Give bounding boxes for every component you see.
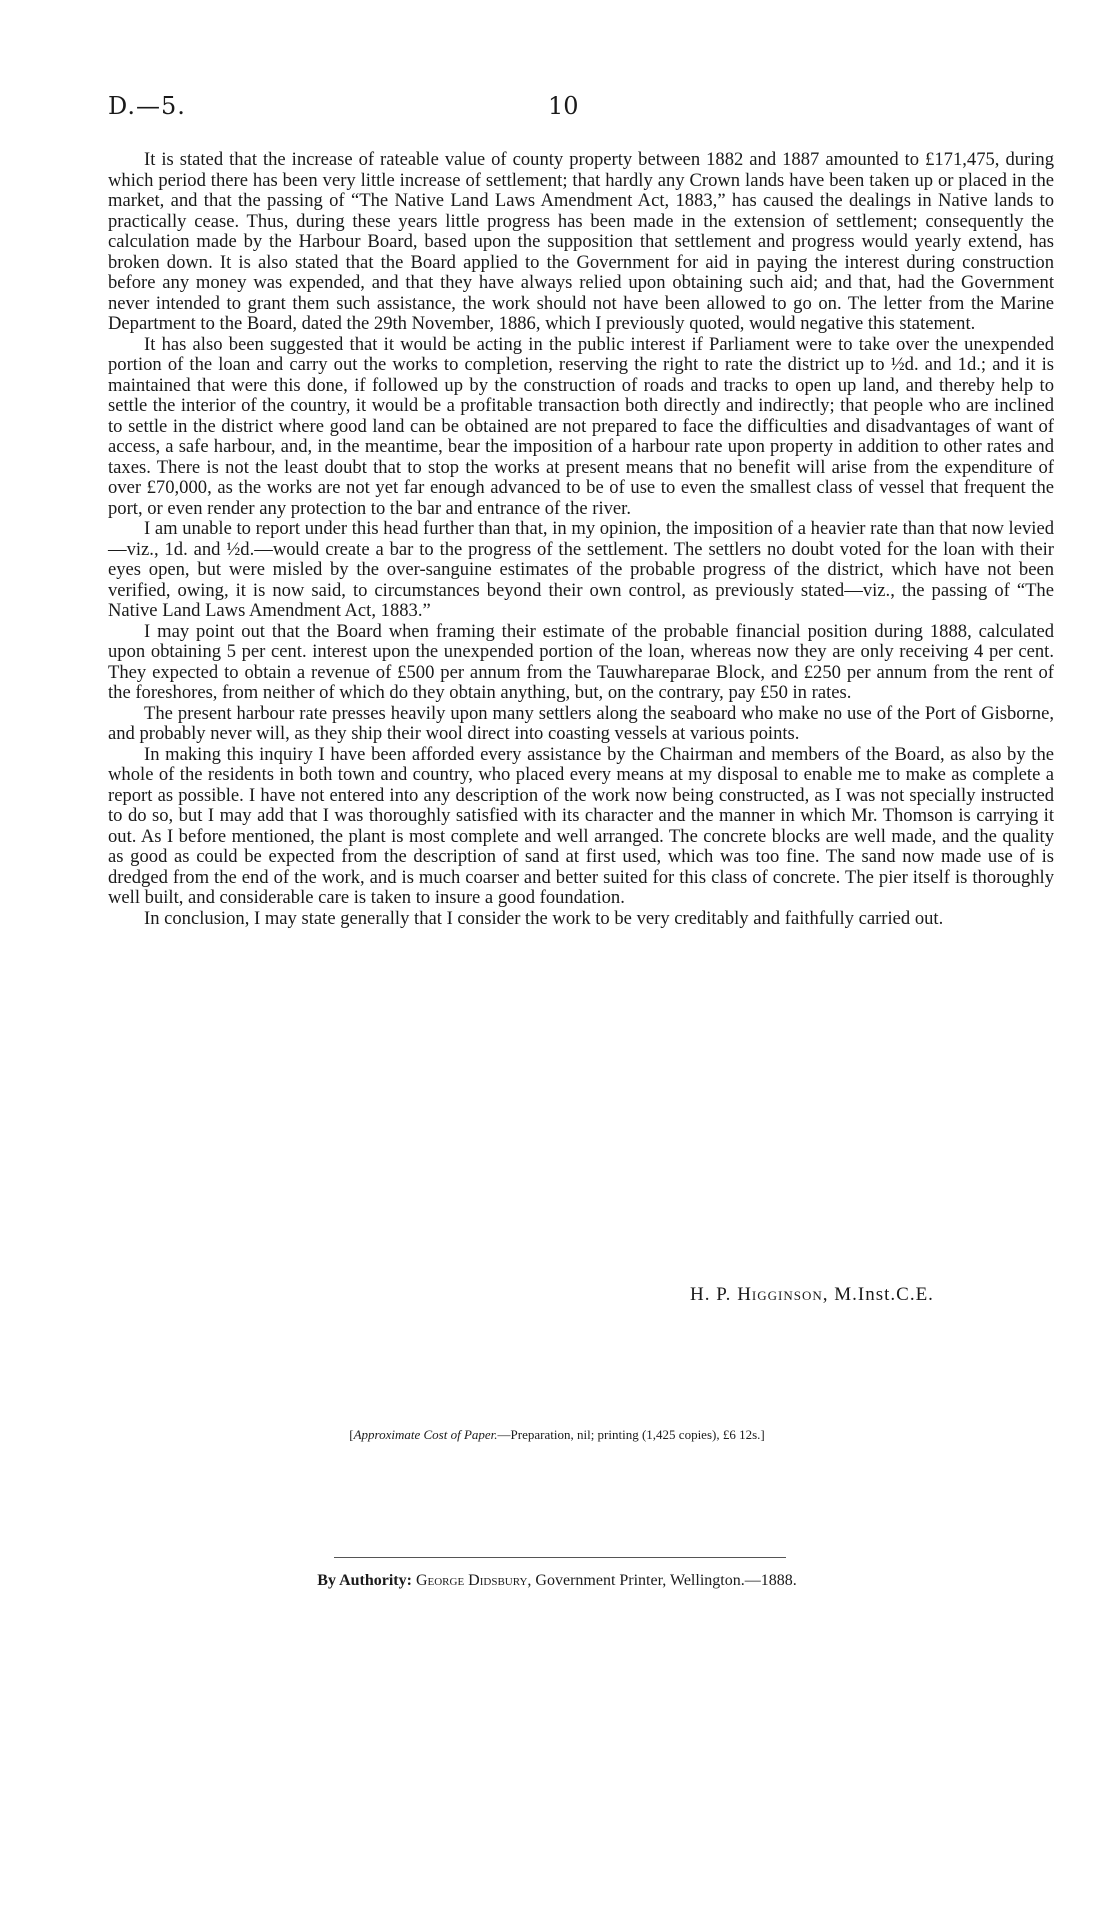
paragraph: I may point out that the Board when framing their estimate of the probable financial position during 1888, calculated upon obtaining 5 per cent. interest upon the unexpended portion of the loan, whereas now they are only receiving 4 per cent. They expected to obtain a revenue of £500 per annum from the Tauwhareparae Block, and £250 per annum from the rent of the foreshores, from neither of which do they obtain anything, but, on the contrary, pay £50 in rates. xyxy=(108,620,1054,703)
divider-rule xyxy=(334,1557,786,1558)
paragraph: It is stated that the increase of rateable value of county property between 1882 and 1887 amounted to £171,475, during which period there has been very little increase of settlement; that hardly any Crown lands have been taken up or placed in the market, and that the passing of “The Native Land Laws Amendment Act, 1883,” has caused the dealings in Native lands to practically cease. Thus, during these years little progress has been made in the extension of settlement; consequently the calculation made by the Harbour Board, based upon the supposition that settlement and progress would yearly extend, has broken down. It is also stated that the Board applied to the Government for aid in paying the interest during construction before any money was expended, and that they have always relied upon obtaining such aid; and that, had the Government never intended to grant them such assistance, the work should not have been allowed to go on. The letter from the Marine Department to the Board, dated the 29th November, 1886, which I previously quoted, would negative this statement. xyxy=(108,149,1054,334)
paragraph: I am unable to report under this head further than that, in my opinion, the imposition of a heavier rate than that now levied—viz., 1d. and ½d.—would create a bar to the progress of the settlement. The settlers no doubt voted for the loan with their eyes open, but were misled by the over-sanguine estimates of the probable progress of the district, which have not been verified, owing, it is now said, to circumstances beyond their own control, as previously stated—viz., the passing of “The Native Land Laws Amendment Act, 1883.” xyxy=(108,518,1054,621)
imprint-suffix: , Government Printer, Wellington.—1888. xyxy=(527,1572,797,1589)
signature-surname: Higginson xyxy=(737,1284,823,1305)
paragraph: In making this inquiry I have been afforded every assistance by the Chairman and members of the Board, as also by the whole of the residents in both town and country, who placed every means at my disposal to enable me to make as complete a report as possible. I have not entered into any description of the work now being constructed, as I was not specially instructed to do so, but I may add that I was thoroughly satisfied with its character and the manner in which Mr. Thomson is carrying it out. As I before mentioned, the plant is most complete and well arranged. The concrete blocks are well made, and the quality as good as could be expected from the description of sand at first used, which was too fine. The sand now made use of is dredged from the end of the work, and is much coarser and better suited for this class of concrete. The pier itself is thoroughly well built, and considerable care is taken to insure a good foundation. xyxy=(108,743,1054,908)
cost-open-bracket: [ xyxy=(349,1427,354,1442)
imprint-prefix: By Authority: xyxy=(317,1572,416,1589)
document-code: D.—5. xyxy=(108,92,186,120)
cost-detail: —Preparation, nil; printing (1,425 copies), £6 12s.] xyxy=(497,1427,765,1442)
page-number: 10 xyxy=(548,92,579,120)
signature-credentials: , M.Inst.C.E. xyxy=(822,1284,934,1305)
printer-imprint xyxy=(0,1572,1114,1590)
cost-of-paper-note xyxy=(0,1427,1114,1443)
imprint-printer: George Didsbury xyxy=(415,1572,528,1589)
signature-initials: H. P. xyxy=(690,1284,732,1305)
paragraph: In conclusion, I may state generally that I consider the work to be very creditably and faithfully carried out. xyxy=(144,907,944,929)
paragraph: It has also been suggested that it would be acting in the public interest if Parliament were to take over the unexpended portion of the loan and carry out the works to completion, reserving the right to rate the district up to ½d. and 1d.; and it is maintained that were this done, if followed up by the construction of roads and tracks to open up land, and thereby help to settle the interior of the country, it would be a profitable transaction both directly and indirectly; that people who are inclined to settle in the district where good land can be obtained are not prepared to face the difficulties and disadvantages of want of access, a safe harbour, and, in the meantime, bear the imposition of a harbour rate upon property in addition to other rates and taxes. There is not the least doubt that to stop the works at present means that no benefit will arise from the expenditure of over £70,000, as the works are not yet far enough advanced to be of use to even the smallest class of vessel that frequent the port, or even render any protection to the bar and entrance of the river. xyxy=(108,333,1054,519)
report-body xyxy=(108,150,1054,929)
signature xyxy=(690,1284,934,1306)
cost-label: Approximate Cost of Paper. xyxy=(353,1427,498,1442)
paragraph: The present harbour rate presses heavily upon many settlers along the seaboard who make no use of the Port of Gisborne, and probably never will, as they ship their wool direct into coasting vessels at various points. xyxy=(108,702,1054,744)
